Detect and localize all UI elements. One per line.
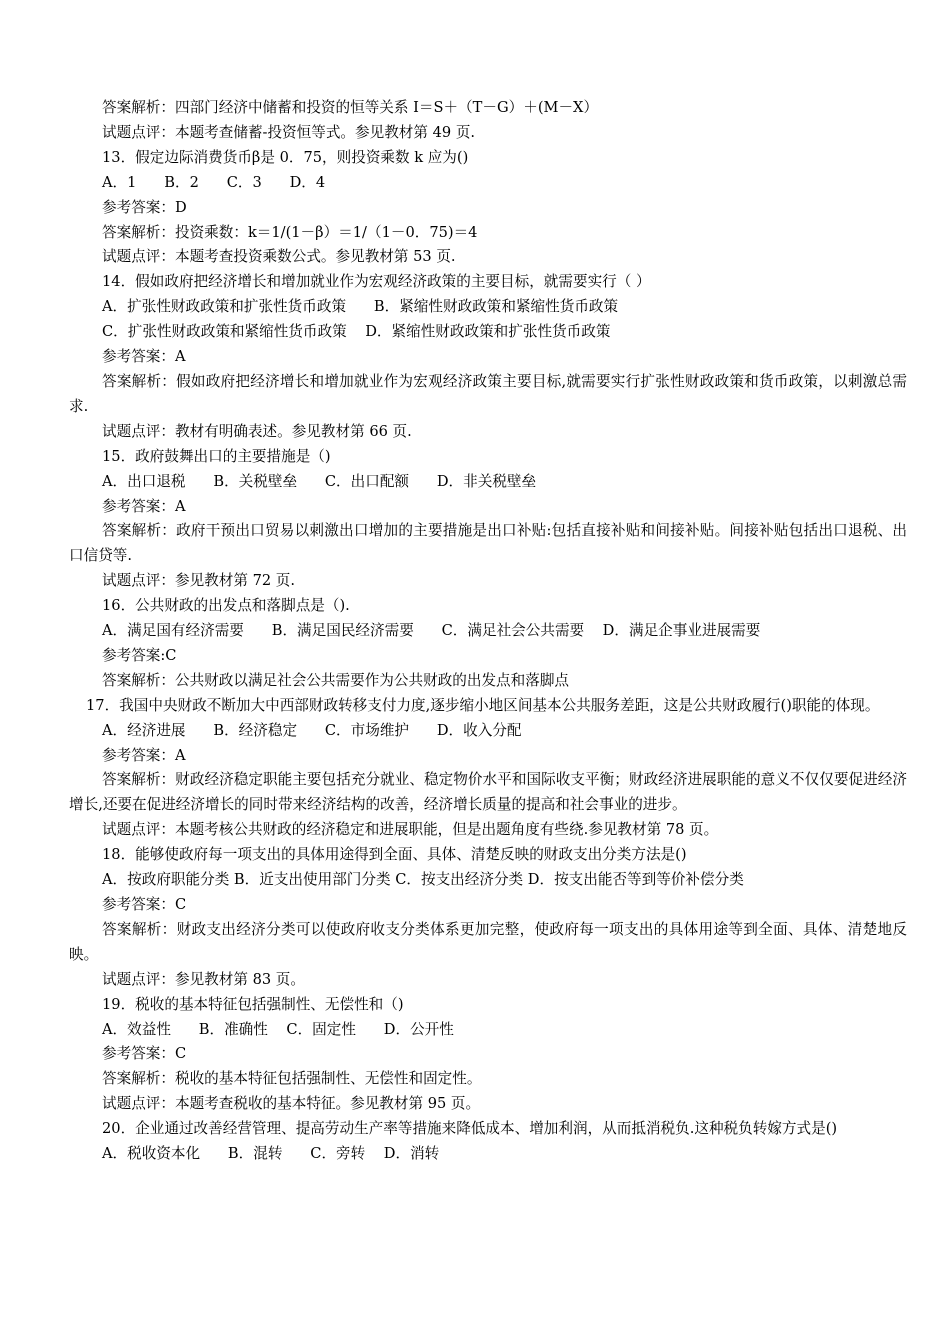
text-line: A．经济进展 B．经济稳定 C．市场维护 D．收入分配 <box>102 721 522 739</box>
text-line: A．按政府职能分类 B．近支出使用部门分类 C．按支出经济分类 D．按支出能否等到等价补偿分类 <box>102 871 744 889</box>
text-line: 试题点评：本题考核公共财政的经济稳定和进展职能，但是出题角度有些绕.参见教材第 78 页。 <box>102 821 719 839</box>
text-line: 答案解析：公共财政以满足社会公共需要作为公共财政的出发点和落脚点 <box>102 671 570 689</box>
text-line: A．满足国有经济需要 B．满足国民经济需要 C．满足社会公共需要 D．满足企事业进展需要 <box>102 622 761 640</box>
text-line: 参考答案：A <box>102 497 186 515</box>
text-line: 参考答案：C <box>102 896 187 913</box>
text-line: A．扩张性财政政策和扩张性货币政策 B．紧缩性财政政策和紧缩性货币政策 <box>102 298 619 316</box>
text-line: 参考答案:C <box>102 646 177 664</box>
text-line: A．出口退税 B．关税壁垒 C．出口配额 D．非关税壁垒 <box>102 472 537 490</box>
text-line: 答案解析：财政经济稳定职能主要包括充分就业、稳定物价水平和国际收支平衡；财政经济进展职能的意义不仅仅要促进经济增长,还要在促进经济增长的同时带来经济结构的改善，经济增长质量的提高和社会事业的进步。 <box>69 771 907 814</box>
text-line: 参考答案：C <box>102 1045 187 1063</box>
text-line: C．扩张性财政政策和紧缩性货币政策 D．紧缩性财政政策和扩张性货币政策 <box>102 323 611 341</box>
text-line: 答案解析：假如政府把经济增长和增加就业作为宏观经济政策主要目标,就需要实行扩张性财政政策和货币政策，以刺激总需求. <box>69 372 907 415</box>
text-line: 答案解析：政府干预出口贸易以刺激出口增加的主要措施是出口补贴:包括直接补贴和间接补贴。间接补贴包括出口退税、出口信贷等. <box>69 522 907 565</box>
text-line: 20．企业通过改善经营管理、提高劳动生产率等措施来降低成本、增加利润，从而抵消税负.这种税负转嫁方式是() <box>102 1120 838 1138</box>
text-line: 试题点评：教材有明确表述。参见教材第 66 页. <box>102 422 412 440</box>
text-line: 答案解析：税收的基本特征包括强制性、无偿性和固定性。 <box>102 1070 482 1088</box>
text-line: 参考答案：A <box>102 348 186 366</box>
text-line: 18．能够使政府每一项支出的具体用途得到全面、具体、清楚反映的财政支出分类方法是() <box>102 846 687 864</box>
text-line: 答案解析：财政支出经济分类可以使政府收支分类体系更加完整，使政府每一项支出的具体用途等到全面、具体、清楚地反映。 <box>69 920 907 963</box>
text-line: 15．政府鼓舞出口的主要措施是（) <box>102 447 331 465</box>
text-line: A．效益性 B．准确性 C．固定性 D．公开性 <box>102 1020 454 1038</box>
text-line: 17．我国中央财政不断加大中西部财政转移支付力度,逐步缩小地区间基本公共服务差距，这是公共财政履行()职能的体现。 <box>86 696 880 714</box>
text-line: 16．公共财政的出发点和落脚点是（). <box>102 597 350 615</box>
text-line: 14．假如政府把经济增长和增加就业作为宏观经济政策的主要目标，就需要实行（ ） <box>102 273 651 291</box>
text-line: 19．税收的基本特征包括强制性、无偿性和（) <box>102 995 404 1013</box>
text-line: 13．假定边际消费货币β是 0．75，则投资乘数 k 应为() <box>102 148 469 166</box>
text-line: A．1 B．2 C．3 D．4 <box>102 173 326 191</box>
text-line: 参考答案：D <box>102 198 187 216</box>
text-line: 试题点评：参见教材第 72 页. <box>102 572 296 590</box>
text-line: 答案解析：四部门经济中储蓄和投资的恒等关系 I＝S＋（T－G）＋(M－X） <box>102 99 599 116</box>
text-line: 试题点评：本题考查税收的基本特征。参见教材第 95 页。 <box>102 1095 481 1113</box>
text-line: A．税收资本化 B．混转 C．旁转 D．消转 <box>102 1145 440 1163</box>
text-line: 参考答案：A <box>102 746 186 764</box>
text-line: 试题点评：本题考查储蓄-投资恒等式。参见教材第 49 页. <box>102 123 476 141</box>
text-line: 试题点评：本题考查投资乘数公式。参见教材第 53 页. <box>102 248 456 266</box>
document-page <box>69 96 907 1167</box>
text-line: 试题点评：参见教材第 83 页。 <box>102 970 305 988</box>
text-line: 答案解析：投资乘数：k＝1/(1－β）＝1/（1－0．75)＝4 <box>102 223 478 241</box>
